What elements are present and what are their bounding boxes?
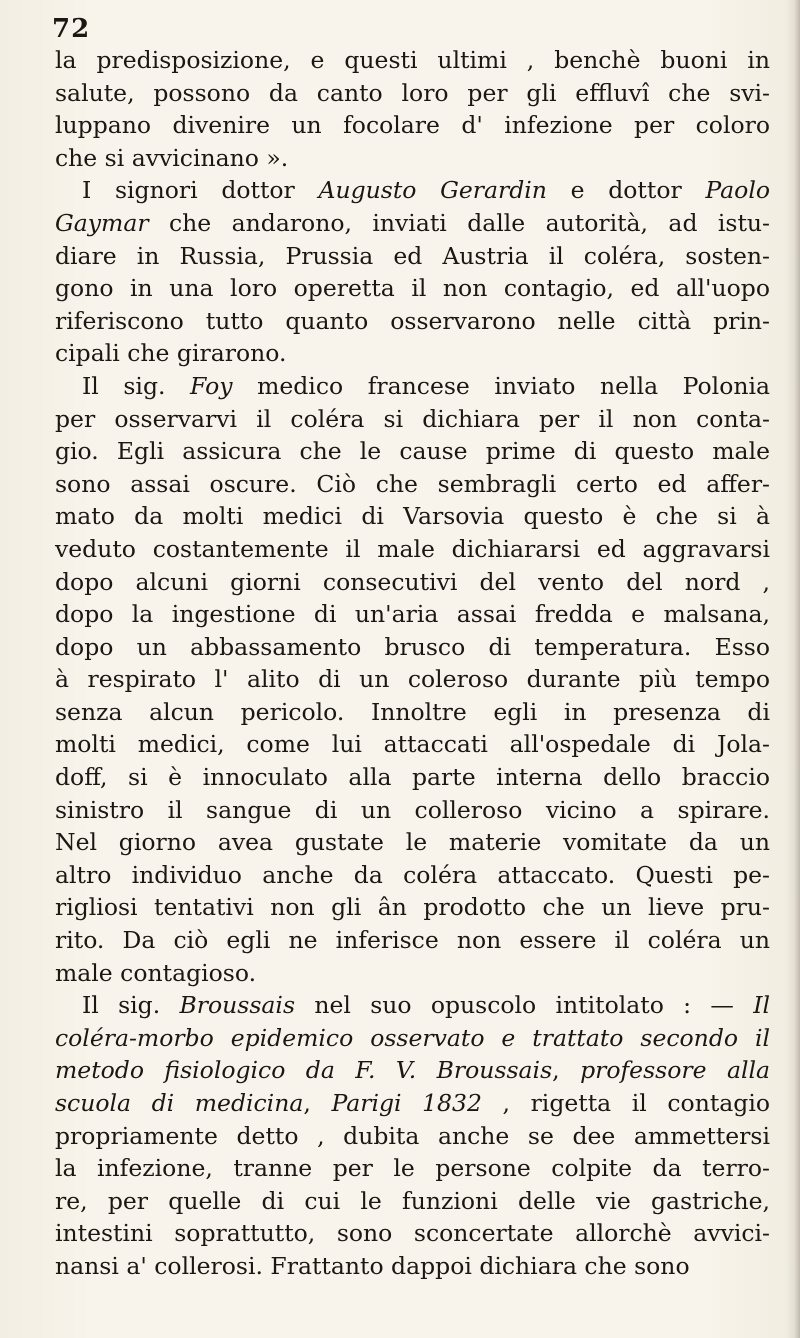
- text-run: Augusto Gerardin: [318, 176, 547, 205]
- text-run: ,: [552, 1056, 581, 1085]
- paragraph: [55, 44, 770, 174]
- text-line: [55, 500, 770, 533]
- text-run: riferiscono tutto quanto osservarono nelle città prin-: [55, 306, 770, 335]
- text-line: [55, 1022, 770, 1055]
- text-run: nel suo opuscolo intitolato : —: [295, 991, 754, 1020]
- text-run: , rigetta il contagio: [481, 1089, 770, 1117]
- text-run: dopo un abbassamento brusco di temperatura. Esso: [55, 632, 770, 661]
- text-line: [55, 728, 770, 761]
- text-run: Paolo: [705, 176, 770, 205]
- text-run: sinistro il sangue di un colleroso vicino a spirare.: [55, 795, 770, 824]
- text-run: per osservarvi il coléra si dichiara per il non conta-: [55, 404, 770, 433]
- text-run: senza alcun pericolo. Innoltre egli in presenza di: [55, 697, 770, 726]
- paragraph: [55, 370, 770, 989]
- text-run: e dottor: [546, 176, 706, 205]
- text-line: [55, 272, 770, 305]
- text-line: [55, 337, 770, 370]
- text-run: re, per quelle di cui le funzioni delle vie gastriche,: [55, 1186, 770, 1215]
- text-line: [55, 598, 770, 631]
- text-run: doff, si è innoculato alla parte interna dello braccio: [55, 763, 770, 792]
- text-run: salute, possono da canto loro per gli effluvî che svi-: [55, 78, 770, 107]
- text-line: [55, 44, 770, 77]
- text-run: gio. Egli assicura che le cause prime di questo male: [55, 437, 770, 466]
- text-run: Nel giorno avea gustate le materie vomitate da un: [55, 828, 770, 857]
- text-line: [55, 566, 770, 599]
- text-run: rigliosi tentativi non gli ân prodotto che un lieve pru-: [55, 893, 770, 922]
- text-line: [55, 240, 770, 273]
- text-run: Parigi 1832: [331, 1089, 482, 1117]
- text-run: I signori dottor: [82, 176, 319, 205]
- text-line: [55, 174, 770, 207]
- page-edge-shadow: [786, 0, 800, 1338]
- paragraph: [55, 174, 770, 370]
- text-line: [55, 1120, 770, 1153]
- text-run: ,: [303, 1089, 332, 1117]
- text-run: metodo fisiologico da F. V. Broussais: [55, 1056, 553, 1085]
- text-run: intestini soprattutto, sono sconcertate allorchè avvici-: [55, 1219, 770, 1248]
- text-line: [55, 1054, 770, 1087]
- text-line: [55, 826, 770, 859]
- text-line: [55, 109, 770, 142]
- text-run: nansi a' collerosi. Frattanto dappoi dichiara che sono: [55, 1251, 690, 1280]
- text-run: luppano divenire un focolare d' infezione per coloro: [55, 111, 770, 140]
- text-line: [55, 631, 770, 664]
- text-run: diare in Russia, Prussia ed Austria il coléra, sosten-: [55, 241, 770, 270]
- text-line: [55, 859, 770, 892]
- text-line: [55, 891, 770, 924]
- text-line: [55, 468, 770, 501]
- text-line: [55, 403, 770, 436]
- page-number: 72: [52, 14, 91, 44]
- text-run: gono in una loro operetta il non contagio, ed all'uopo: [55, 274, 770, 303]
- text-line: [55, 1250, 770, 1283]
- text-line: [55, 370, 770, 403]
- text-run: veduto costantemente il male dichiararsi ed aggravarsi: [55, 534, 770, 563]
- text-line: [55, 1087, 770, 1120]
- text-line: [55, 794, 770, 827]
- text-run: Broussais: [179, 991, 296, 1020]
- text-run: dopo alcuni giorni consecutivi del vento del nord ,: [55, 567, 770, 596]
- text-run: sono assai oscure. Ciò che sembragli certo ed affer-: [55, 469, 770, 498]
- text-run: la predisposizione, e questi ultimi , benchè buoni in: [55, 46, 770, 74]
- text-run: professore alla: [580, 1056, 770, 1085]
- text-run: dopo la ingestione di un'aria assai fredda e malsana,: [55, 600, 770, 629]
- text-line: [55, 305, 770, 338]
- text-line: [55, 435, 770, 468]
- text-line: [55, 989, 770, 1022]
- text-run: scuola di medicina: [55, 1089, 304, 1117]
- text-run: medico francese inviato nella Polonia: [232, 371, 770, 400]
- text-line: [55, 761, 770, 794]
- text-line: [55, 957, 770, 990]
- text-line: [55, 924, 770, 957]
- text-line: [55, 1217, 770, 1250]
- text-run: molti medici, come lui attaccati all'ospedale di Jola-: [55, 730, 770, 759]
- text-run: che si avvicinano ».: [55, 143, 289, 172]
- text-run: Il sig.: [82, 991, 180, 1020]
- text-run: Il: [753, 991, 770, 1020]
- text-run: male contagioso.: [55, 958, 257, 987]
- text-line: [55, 142, 770, 175]
- body-text: [55, 44, 770, 1283]
- text-run: la infezione, tranne per le persone colpite da terro-: [55, 1154, 770, 1183]
- paragraph: [55, 989, 770, 1282]
- text-line: [55, 696, 770, 729]
- text-line: [55, 1185, 770, 1218]
- text-run: altro individuo anche da coléra attaccato. Questi pe-: [55, 860, 770, 889]
- text-line: [55, 207, 770, 240]
- text-line: [55, 1152, 770, 1185]
- text-run: Foy: [190, 371, 233, 400]
- text-run: Gaymar: [55, 208, 149, 237]
- text-line: [55, 533, 770, 566]
- text-line: [55, 77, 770, 110]
- text-run: propriamente detto , dubita anche se dee ammettersi: [55, 1121, 770, 1150]
- text-run: Il sig.: [82, 371, 191, 400]
- text-run: coléra-morbo epidemico osservato e trattato secondo il: [55, 1023, 770, 1052]
- text-run: mato da molti medici di Varsovia questo è che si à: [55, 502, 770, 531]
- text-run: rito. Da ciò egli ne inferisce non essere il coléra un: [55, 926, 770, 955]
- text-line: [55, 663, 770, 696]
- text-run: che andarono, inviati dalle autorità, ad istu-: [148, 208, 770, 237]
- text-run: cipali che girarono.: [55, 339, 287, 368]
- text-run: à respirato l' alito di un coleroso durante più tempo: [55, 665, 770, 694]
